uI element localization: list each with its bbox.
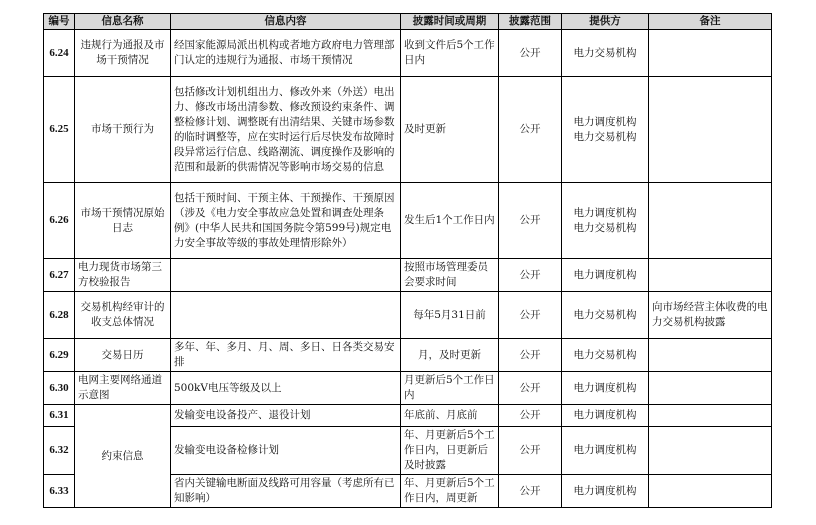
row-time: 年、月更新后5个工作日内，周更新 (401, 475, 499, 508)
disclosure-table (43, 13, 772, 508)
row-content: 包括干预时间、干预主体、干预操作、干预原因（涉及《电力安全事故应急处置和调查处理条例》(中华人民共和国国务院令第599号)规定电力安全事故等级的事故处理情形除外） (171, 183, 401, 259)
row-name: 市场干预情况原始日志 (75, 183, 171, 259)
header-provider: 提供方 (562, 14, 649, 30)
row-name: 违规行为通报及市场干预情况 (75, 30, 171, 77)
row-scope: 公开 (499, 30, 562, 77)
row-scope: 公开 (499, 427, 562, 475)
row-content (171, 292, 401, 339)
row-number: 6.24 (44, 30, 75, 77)
row-content (171, 259, 401, 292)
row-number: 6.26 (44, 183, 75, 259)
row-name: 交易日历 (75, 339, 171, 372)
disclosure-table-wrapper (43, 13, 772, 508)
row-number: 6.27 (44, 259, 75, 292)
header-scope: 披露范围 (499, 14, 562, 30)
row-time: 年、月更新后5个工作日内，日更新后及时披露 (401, 427, 499, 475)
row-name: 市场干预行为 (75, 77, 171, 183)
row-provider: 电力交易机构 (562, 30, 649, 77)
row-scope: 公开 (499, 405, 562, 427)
row-note (649, 183, 772, 259)
row-note: 向市场经营主体收费的电力交易机构披露 (649, 292, 772, 339)
table-row (44, 292, 772, 339)
header-name: 信息名称 (75, 14, 171, 30)
header-note: 备注 (649, 14, 772, 30)
row-provider: 电力交易机构 (562, 292, 649, 339)
table-row (44, 259, 772, 292)
row-provider-2: 电力交易机构 (573, 130, 637, 143)
row-provider (562, 183, 649, 259)
table-row (44, 372, 772, 405)
row-time: 每年5月31日前 (401, 292, 499, 339)
row-provider (562, 77, 649, 183)
table-header-row (44, 14, 772, 30)
row-time: 及时更新 (401, 77, 499, 183)
row-scope: 公开 (499, 183, 562, 259)
row-note (649, 339, 772, 372)
row-scope: 公开 (499, 339, 562, 372)
row-content: 经国家能源局派出机构或者地方政府电力管理部门认定的违规行为通报、市场干预情况 (171, 30, 401, 77)
row-note (649, 372, 772, 405)
table-row (44, 30, 772, 77)
row-content: 省内关键输电断面及线路可用容量（考虑所有已知影响） (171, 475, 401, 508)
row-name: 电力现货市场第三方校验报告 (75, 259, 171, 292)
row-provider: 电力交易机构 (562, 339, 649, 372)
row-number: 6.25 (44, 77, 75, 183)
row-scope: 公开 (499, 372, 562, 405)
row-time: 月，及时更新 (401, 339, 499, 372)
row-time: 按照市场管理委员会要求时间 (401, 259, 499, 292)
row-number: 6.28 (44, 292, 75, 339)
row-time: 月更新后5个工作日内 (401, 372, 499, 405)
row-provider-2: 电力交易机构 (573, 221, 637, 234)
table-row (44, 339, 772, 372)
row-number: 6.31 (44, 405, 75, 427)
row-scope: 公开 (499, 259, 562, 292)
row-note (649, 427, 772, 475)
row-provider: 电力调度机构 (562, 259, 649, 292)
row-provider-1: 电力调度机构 (573, 206, 637, 219)
row-number: 6.30 (44, 372, 75, 405)
row-name: 约束信息 (75, 405, 171, 508)
header-no: 编号 (44, 14, 75, 30)
row-provider: 电力调度机构 (562, 405, 649, 427)
row-provider: 电力调度机构 (562, 475, 649, 508)
table-row (44, 183, 772, 259)
row-number: 6.32 (44, 427, 75, 475)
row-scope: 公开 (499, 475, 562, 508)
row-name: 电网主要网络通道示意图 (75, 372, 171, 405)
row-note (649, 405, 772, 427)
row-content: 发输变电设备检修计划 (171, 427, 401, 475)
header-time: 披露时间或周期 (401, 14, 499, 30)
row-content: 包括修改计划机组出力、修改外来（外送）电出力、修改市场出清参数、修改预设约束条件、调整检修计划、调整既有出清结果、关键市场参数的临时调整等，应在实时运行后尽快发布故障时段异常运行信息、线路潮流、调度操作及影响的范围和最新的供需情况等影响市场交易的信息 (171, 77, 401, 183)
row-content: 多年、年、多月、月、周、多日、日各类交易安排 (171, 339, 401, 372)
table-row (44, 405, 772, 427)
row-time: 发生后1个工作日内 (401, 183, 499, 259)
row-note (649, 475, 772, 508)
table-row (44, 77, 772, 183)
row-content: 发输变电设备投产、退役计划 (171, 405, 401, 427)
row-note (649, 259, 772, 292)
row-name: 交易机构经审计的收支总体情况 (75, 292, 171, 339)
row-provider: 电力调度机构 (562, 427, 649, 475)
row-scope: 公开 (499, 77, 562, 183)
row-number: 6.29 (44, 339, 75, 372)
row-provider: 电力调度机构 (562, 372, 649, 405)
row-scope: 公开 (499, 292, 562, 339)
row-note (649, 30, 772, 77)
row-note (649, 77, 772, 183)
row-content: 500kV电压等级及以上 (171, 372, 401, 405)
row-provider-1: 电力调度机构 (573, 115, 637, 128)
header-content: 信息内容 (171, 14, 401, 30)
row-number: 6.33 (44, 475, 75, 508)
row-time: 年底前、月底前 (401, 405, 499, 427)
row-time: 收到文件后5个工作日内 (401, 30, 499, 77)
